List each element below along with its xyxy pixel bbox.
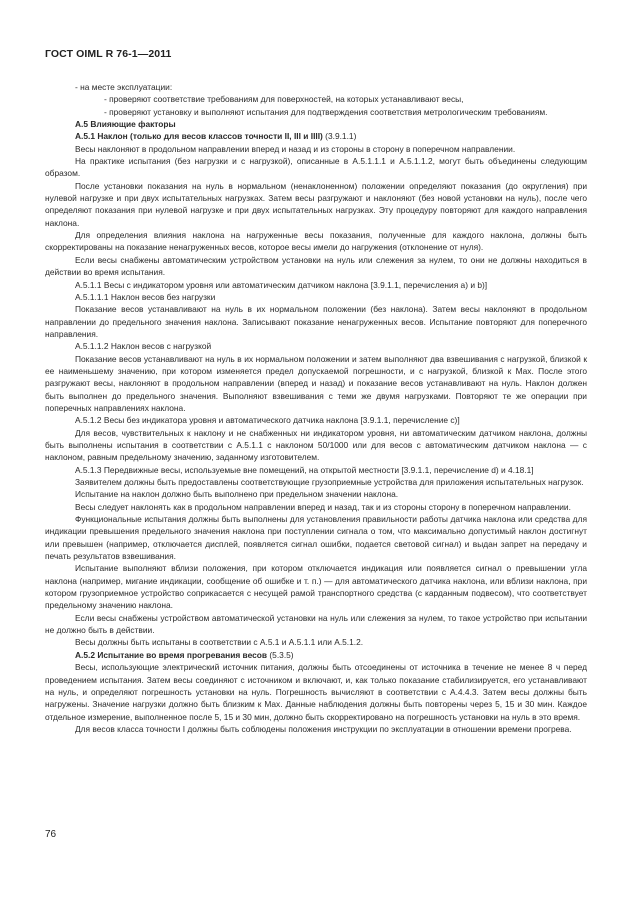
paragraph: Для определения влияния наклона на нагруженные весы показания, полученные для каждого наклона, должны быть скорректированы на показание ненагруженных весов, которое весы имели до нагружения (отклонение от нуля).	[45, 230, 587, 253]
paragraph: A.5.1.1.2 Наклон весов с нагрузкой	[75, 341, 212, 352]
paragraph: Если весы снабжены автоматическим устройством установки на нуль или слежения за нулем, то они не должны находиться в действии во время испытания.	[45, 254, 587, 278]
paragraph: На практике испытания (без нагрузки и с нагрузкой), описанные в A.5.1.1.1 и A.5.1.1.2, могут быть объединены следующим образом.	[45, 156, 587, 179]
paragraph: A.5.1.1 Весы с индикатором уровня или автоматическим датчиком наклона [3.9.1.1, перечисления a) и b)]	[75, 279, 488, 290]
paragraph: - проверяют соответствие требованиям для поверхностей, на которых устанавливают весы,	[104, 94, 464, 105]
paragraph: Испытание выполняют вблизи положения, при котором отключается индикация или появляется сигнал о превышении угла наклона (например, мигание индикации, сообщение об ошибке и т. п.) — для автоматического датчика наклона, или вблизи наклона, при котором грузоприемное устройство соприкасается с несущей рамой транспортного средства (с карданным подвесом), что соответствует предельному значению наклона.	[45, 563, 587, 611]
section-heading: A.5 Влияющие факторы	[75, 119, 176, 130]
paragraph: Весы, использующие электрический источник питания, должны быть отсоединены от источника в течение не менее 8 ч перед проведением испытания. Затем весы соединяют с источником и включают, и, как только показание стабилизируется, его устанавливают на нуль, и определяют погрешность установки на нуль. Погрешность вычисляют в соответствии с A.4.4.3. Затем весы должны быть нагружены. Значение нагрузки должно быть близким к Max. Данные наблюдения должны быть повторены через 5, 15 и 30 мин. Каждое отдельное измерение, выполненное после 5, 15 и 30 мин, должно быть скорректировано на погрешность установки на нуль в это время.	[45, 662, 587, 722]
paragraph	[45, 130, 587, 142]
paragraph: Весы наклоняют в продольном направлении вперед и назад и из стороны в сторону в поперечном направлении.	[75, 143, 516, 154]
paragraph: Показание весов устанавливают на нуль в их нормальном положении (без наклона). Затем весы наклоняют в продольном направлении до предельного значения наклона. Записывают показание ненагруженных весов. Испытание повторяют для поперечного направления.	[45, 304, 587, 339]
paragraph: Для весов, чувствительных к наклону и не снабженных ни индикатором уровня, ни автоматическим датчиком наклона, должны быть выполнены испытания в соответствии с A.5.1.1 с наклоном 50/1000 или для весов с автоматическим датчиком наклона — с наклоном, равным предельному значению, заданному изготовителем.	[45, 427, 587, 463]
paragraph: - проверяют установку и выполняют испытания для подтверждения соответствия метрологическим требованиям.	[104, 106, 548, 117]
section-heading: A.5.1 Наклон (только для весов классов точности II, III и IIII)	[75, 131, 323, 142]
section-reference: (3.9.1.1)	[322, 131, 357, 142]
paragraph: Весы должны быть испытаны в соответствии с A.5.1 и A.5.1.1 или A.5.1.2.	[75, 637, 364, 648]
paragraph: - на месте эксплуатации:	[75, 82, 173, 92]
paragraph: Для весов класса точности I должны быть соблюдены положения инструкции по эксплуатации в отношении времени прогрева.	[75, 723, 572, 734]
paragraph: A.5.1.2 Весы без индикатора уровня и автоматического датчика наклона [3.9.1.1, перечисление c)]	[75, 415, 460, 426]
document-body	[45, 81, 587, 735]
section-reference: (5.3.5)	[267, 649, 294, 660]
paragraph: После установки показания на нуль в нормальном (ненаклоненном) положении определяют показания (до округления) при нулевой нагрузке и при двух испытательных нагрузках. Затем весы разгружают и наклоняют (без новой установки на нуль), после чего определяют показания при нулевой нагрузке и при двух испытательных нагрузках. Эту процедуру повторяют для каждого направления наклона.	[45, 180, 587, 228]
paragraph: Функциональные испытания должны быть выполнены для установления правильности работы датчика наклона или средства для индикации превышения предельного значения наклона при поступлении сигнала о том, что максимально допустимый наклон достигнут или превышен (например, отключается дисплей, появляется сигнал ошибки, подается световой сигнал) и выдан запрет на передачу и печать результатов взвешивания.	[45, 514, 587, 562]
paragraph: A.5.1.3 Передвижные весы, используемые вне помещений, на открытой местности [3.9.1.1, перечисление d) и 4.18.1]	[75, 464, 534, 475]
document-header: ГОСТ OIML R 76-1—2011	[45, 48, 172, 60]
section-heading: A.5.2 Испытание во время прогревания весов	[75, 649, 268, 660]
paragraph: Заявителем должны быть предоставлены соответствующие грузоприемные устройства для приложения испытательных нагрузок.	[75, 477, 584, 487]
paragraph: Весы следует наклонять как в продольном направлении вперед и назад, так и из стороны сторону в поперечном направлении.	[75, 501, 571, 512]
paragraph: Показание весов устанавливают на нуль в их нормальном положении и затем выполняют два взвешивания с нагрузкой, близкой к ее наименьшему значению, при котором изменяется предел допускаемой погрешности, и с нагрузкой, близкой к Max. После этого разгружают весы, наклоняют в продольном направлении (вперед и назад) и показание весов устанавливают на нуль. Наклон должен быть выполнен до предельного значения. Выполняют взвешивания с теми же двумя нагрузками. Повторяют те же операции при поперечных направлениях наклона.	[45, 353, 587, 413]
paragraph	[45, 649, 587, 661]
paragraph: A.5.1.1.1 Наклон весов без нагрузки	[75, 291, 216, 302]
paragraph: Испытание на наклон должно быть выполнено при предельном значении наклона.	[75, 489, 399, 500]
paragraph: Если весы снабжены устройством автоматической установки на нуль или слежения за нулем, то такое устройство при испытании не должно быть в действии.	[45, 612, 587, 636]
page-number: 76	[45, 829, 57, 840]
